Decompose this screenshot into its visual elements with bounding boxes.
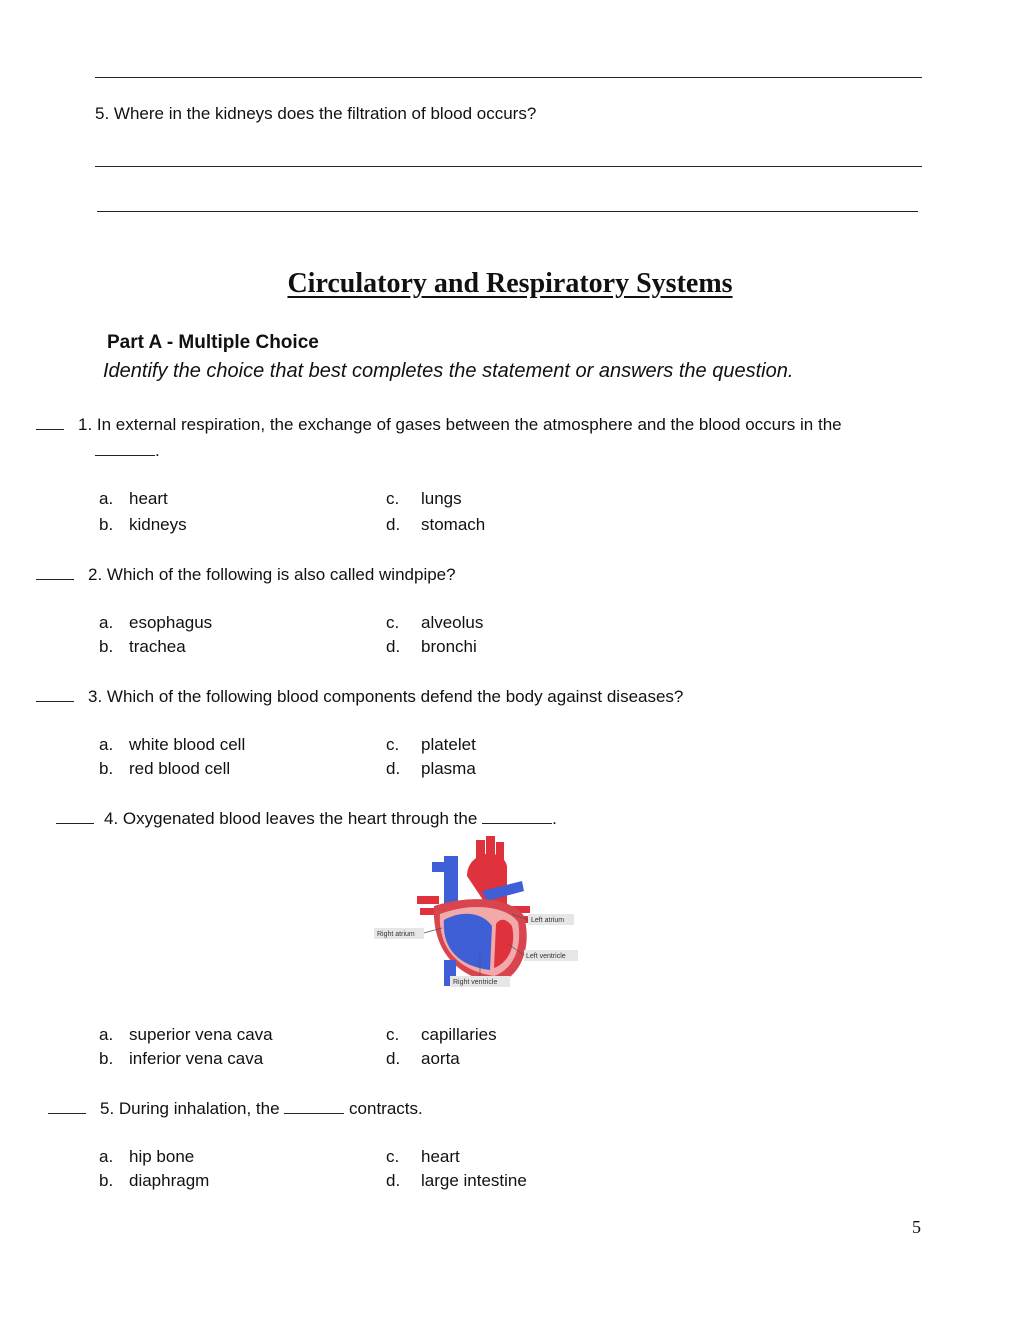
option-letter: a. xyxy=(99,489,114,508)
answer-blank[interactable] xyxy=(36,687,74,702)
section-title xyxy=(0,268,1020,300)
period: . xyxy=(552,809,557,828)
part-heading: Part A - Multiple Choice xyxy=(107,332,319,353)
option-1b[interactable] xyxy=(99,515,187,535)
option-letter: a. xyxy=(99,613,114,632)
fill-blank[interactable] xyxy=(482,809,552,824)
question-text: 2. Which of the following is also called windpipe? xyxy=(88,565,456,584)
option-text: hip bone xyxy=(129,1147,195,1166)
svg-text:Right atrium: Right atrium xyxy=(377,931,415,938)
option-text: kidneys xyxy=(129,515,187,534)
option-letter: c. xyxy=(386,735,400,754)
option-letter: c. xyxy=(386,1147,400,1166)
option-1c[interactable] xyxy=(386,489,462,509)
option-letter: d. xyxy=(386,759,401,778)
instructions: Identify the choice that best completes the statement or answers the question. xyxy=(103,360,794,382)
option-text: bronchi xyxy=(421,637,477,656)
svg-text:Left ventricle: Left ventricle xyxy=(526,953,566,960)
option-2d[interactable] xyxy=(386,637,477,657)
option-4d[interactable] xyxy=(386,1049,460,1069)
option-text: lungs xyxy=(421,489,462,508)
option-letter: b. xyxy=(99,1049,114,1068)
option-4c[interactable] xyxy=(386,1025,497,1045)
option-text: plasma xyxy=(421,759,476,778)
option-text: esophagus xyxy=(129,613,213,632)
answer-line[interactable] xyxy=(97,211,918,212)
question-2 xyxy=(36,565,456,585)
question-4 xyxy=(56,809,557,829)
option-letter: a. xyxy=(99,735,114,754)
fill-blank[interactable] xyxy=(95,441,155,456)
heart-illustration-icon xyxy=(372,836,582,996)
option-text: stomach xyxy=(421,515,486,534)
option-text: inferior vena cava xyxy=(129,1049,264,1068)
heart-diagram xyxy=(372,836,582,996)
option-3b[interactable] xyxy=(99,759,230,779)
question-text: 3. Which of the following blood components defend the body against diseases? xyxy=(88,687,684,706)
option-letter: d. xyxy=(386,1171,401,1190)
question-text: 5. During inhalation, the xyxy=(100,1099,280,1118)
option-letter: d. xyxy=(386,1049,401,1068)
option-letter: c. xyxy=(386,1025,400,1044)
option-text: diaphragm xyxy=(129,1171,210,1190)
answer-blank[interactable] xyxy=(36,415,64,430)
svg-text:Right ventricle: Right ventricle xyxy=(453,979,498,986)
option-1a[interactable] xyxy=(99,489,168,509)
question-text: 1. In external respiration, the exchange of gases between the atmosphere and the blood occurs in the xyxy=(78,415,842,434)
question-3 xyxy=(36,687,683,707)
question-1 xyxy=(36,415,842,435)
option-1d[interactable] xyxy=(386,515,485,535)
option-text: aorta xyxy=(421,1049,460,1068)
option-text: trachea xyxy=(129,637,186,656)
option-text: superior vena cava xyxy=(129,1025,273,1044)
period: . xyxy=(155,441,160,460)
question-5 xyxy=(48,1099,423,1119)
question-1-continuation xyxy=(95,441,160,461)
option-text: heart xyxy=(421,1147,460,1166)
option-letter: b. xyxy=(99,1171,114,1190)
option-5b[interactable] xyxy=(99,1171,209,1191)
option-3d[interactable] xyxy=(386,759,476,779)
option-letter: c. xyxy=(386,613,400,632)
fill-blank[interactable] xyxy=(284,1099,344,1114)
option-text: platelet xyxy=(421,735,476,754)
question-text-end: contracts. xyxy=(349,1099,423,1118)
option-5c[interactable] xyxy=(386,1147,460,1167)
option-5d[interactable] xyxy=(386,1171,527,1191)
answer-line[interactable] xyxy=(95,77,922,78)
option-4a[interactable] xyxy=(99,1025,273,1045)
kidney-question: 5. Where in the kidneys does the filtration of blood occurs? xyxy=(95,104,537,123)
option-2c[interactable] xyxy=(386,613,483,633)
option-letter: d. xyxy=(386,637,401,656)
option-letter: b. xyxy=(99,759,114,778)
option-text: heart xyxy=(129,489,168,508)
option-text: large intestine xyxy=(421,1171,527,1190)
answer-blank[interactable] xyxy=(36,565,74,580)
page-number: 5 xyxy=(912,1217,921,1237)
option-letter: a. xyxy=(99,1147,114,1166)
option-letter: d. xyxy=(386,515,401,534)
option-text: alveolus xyxy=(421,613,484,632)
svg-text:Left atrium: Left atrium xyxy=(531,917,565,924)
option-letter: a. xyxy=(99,1025,114,1044)
option-2b[interactable] xyxy=(99,637,186,657)
option-3a[interactable] xyxy=(99,735,245,755)
option-text: red blood cell xyxy=(129,759,231,778)
option-letter: b. xyxy=(99,515,114,534)
answer-blank[interactable] xyxy=(48,1099,86,1114)
option-4b[interactable] xyxy=(99,1049,263,1069)
option-3c[interactable] xyxy=(386,735,476,755)
answer-blank[interactable] xyxy=(56,809,94,824)
option-text: capillaries xyxy=(421,1025,497,1044)
option-5a[interactable] xyxy=(99,1147,194,1167)
section-title-text: Circulatory and Respiratory Systems xyxy=(287,268,733,299)
answer-line[interactable] xyxy=(95,166,922,167)
option-text: white blood cell xyxy=(129,735,246,754)
option-2a[interactable] xyxy=(99,613,212,633)
option-letter: b. xyxy=(99,637,114,656)
question-text: 4. Oxygenated blood leaves the heart through the xyxy=(104,809,478,828)
option-letter: c. xyxy=(386,489,400,508)
